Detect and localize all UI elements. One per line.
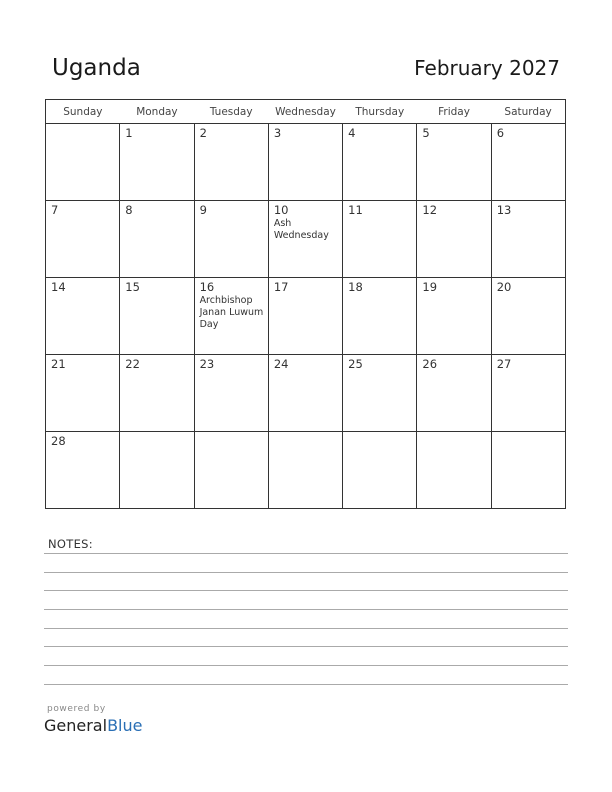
calendar-day-cell	[46, 201, 120, 278]
note-line	[44, 553, 568, 554]
weekday-header-row	[46, 100, 566, 124]
calendar-day-cell	[343, 355, 417, 432]
day-number: 22	[125, 357, 140, 371]
calendar-day-cell	[343, 432, 417, 509]
calendar-day-cell	[491, 278, 565, 355]
weekday-friday: Friday	[417, 100, 491, 124]
day-number: 12	[422, 203, 438, 217]
note-line	[44, 665, 568, 666]
day-number: 4	[348, 126, 356, 140]
calendar-day-cell	[120, 432, 194, 509]
calendar-day-cell	[417, 278, 491, 355]
notes-label: NOTES:	[48, 537, 93, 551]
calendar-week-row	[46, 124, 566, 201]
day-number: 27	[496, 357, 512, 371]
day-number: 8	[125, 203, 133, 217]
calendar-day-cell	[194, 201, 268, 278]
calendar-day-cell	[491, 432, 565, 509]
calendar-grid	[45, 99, 566, 509]
day-number: 16	[199, 280, 215, 294]
calendar-day-cell	[491, 201, 565, 278]
powered-by-text: powered by	[47, 704, 106, 714]
day-number: 13	[496, 203, 512, 217]
note-line	[44, 684, 568, 685]
day-number: 1	[125, 126, 133, 140]
calendar-day-cell	[491, 124, 565, 201]
day-number: 28	[51, 434, 66, 448]
weekday-tuesday: Tuesday	[194, 100, 268, 124]
day-number: 18	[348, 280, 363, 294]
day-number: 24	[273, 357, 289, 371]
note-line	[44, 590, 568, 591]
calendar-week-row	[46, 278, 566, 355]
holiday-label: Archbishop Janan Luwum Day	[199, 295, 264, 330]
calendar-day-cell	[417, 355, 491, 432]
note-line	[44, 628, 568, 629]
holiday-label: Ash Wednesday	[273, 218, 329, 241]
day-number: 7	[51, 203, 59, 217]
day-number: 21	[51, 357, 66, 371]
calendar-day-cell	[343, 201, 417, 278]
calendar-day-cell	[46, 278, 120, 355]
weekday-thursday: Thursday	[343, 100, 417, 124]
weekday-monday: Monday	[120, 100, 194, 124]
calendar-day-cell	[268, 432, 342, 509]
day-number: 19	[422, 280, 438, 294]
calendar-day-cell	[268, 201, 342, 278]
note-line	[44, 572, 568, 573]
calendar-day-cell	[417, 432, 491, 509]
brand-blue-text: Blue	[107, 716, 143, 735]
calendar-day-cell	[194, 432, 268, 509]
weekday-saturday: Saturday	[491, 100, 565, 124]
calendar-day-cell	[194, 355, 268, 432]
calendar-day-cell	[268, 278, 342, 355]
calendar-week-row	[46, 355, 566, 432]
day-number: 15	[125, 280, 140, 294]
day-number: 10	[273, 203, 289, 217]
calendar-day-cell	[46, 355, 120, 432]
note-line	[44, 646, 568, 647]
day-number: 25	[348, 357, 363, 371]
calendar-day-cell	[417, 124, 491, 201]
day-number: 20	[496, 280, 512, 294]
calendar-day-cell	[46, 124, 120, 201]
day-number: 26	[422, 357, 438, 371]
calendar-day-cell	[120, 355, 194, 432]
day-number: 6	[496, 126, 505, 140]
calendar-day-cell	[491, 355, 565, 432]
calendar-day-cell	[46, 432, 120, 509]
calendar-day-cell	[194, 278, 268, 355]
calendar-week-row	[46, 432, 566, 509]
brand-general-text: General	[44, 716, 108, 735]
day-number: 2	[199, 126, 207, 140]
calendar-day-cell	[194, 124, 268, 201]
calendar-day-cell	[343, 124, 417, 201]
calendar-country: Uganda	[52, 55, 141, 81]
calendar-day-cell	[268, 355, 342, 432]
day-number: 23	[199, 357, 215, 371]
day-number: 11	[348, 203, 363, 217]
calendar-day-cell	[120, 124, 194, 201]
day-number: 17	[273, 280, 289, 294]
calendar-month-year: February 2027	[414, 56, 560, 80]
calendar-day-cell	[120, 201, 194, 278]
weekday-sunday: Sunday	[46, 100, 120, 124]
calendar-day-cell	[120, 278, 194, 355]
calendar-day-cell	[417, 201, 491, 278]
generalblue-logo[interactable]	[44, 716, 142, 735]
calendar-day-cell	[343, 278, 417, 355]
day-number: 5	[422, 126, 430, 140]
calendar-body	[46, 124, 566, 509]
day-number: 14	[51, 280, 66, 294]
note-line	[44, 609, 568, 610]
day-number: 3	[273, 126, 282, 140]
calendar-day-cell	[268, 124, 342, 201]
day-number: 9	[199, 203, 207, 217]
calendar-week-row	[46, 201, 566, 278]
weekday-wednesday: Wednesday	[268, 100, 342, 124]
